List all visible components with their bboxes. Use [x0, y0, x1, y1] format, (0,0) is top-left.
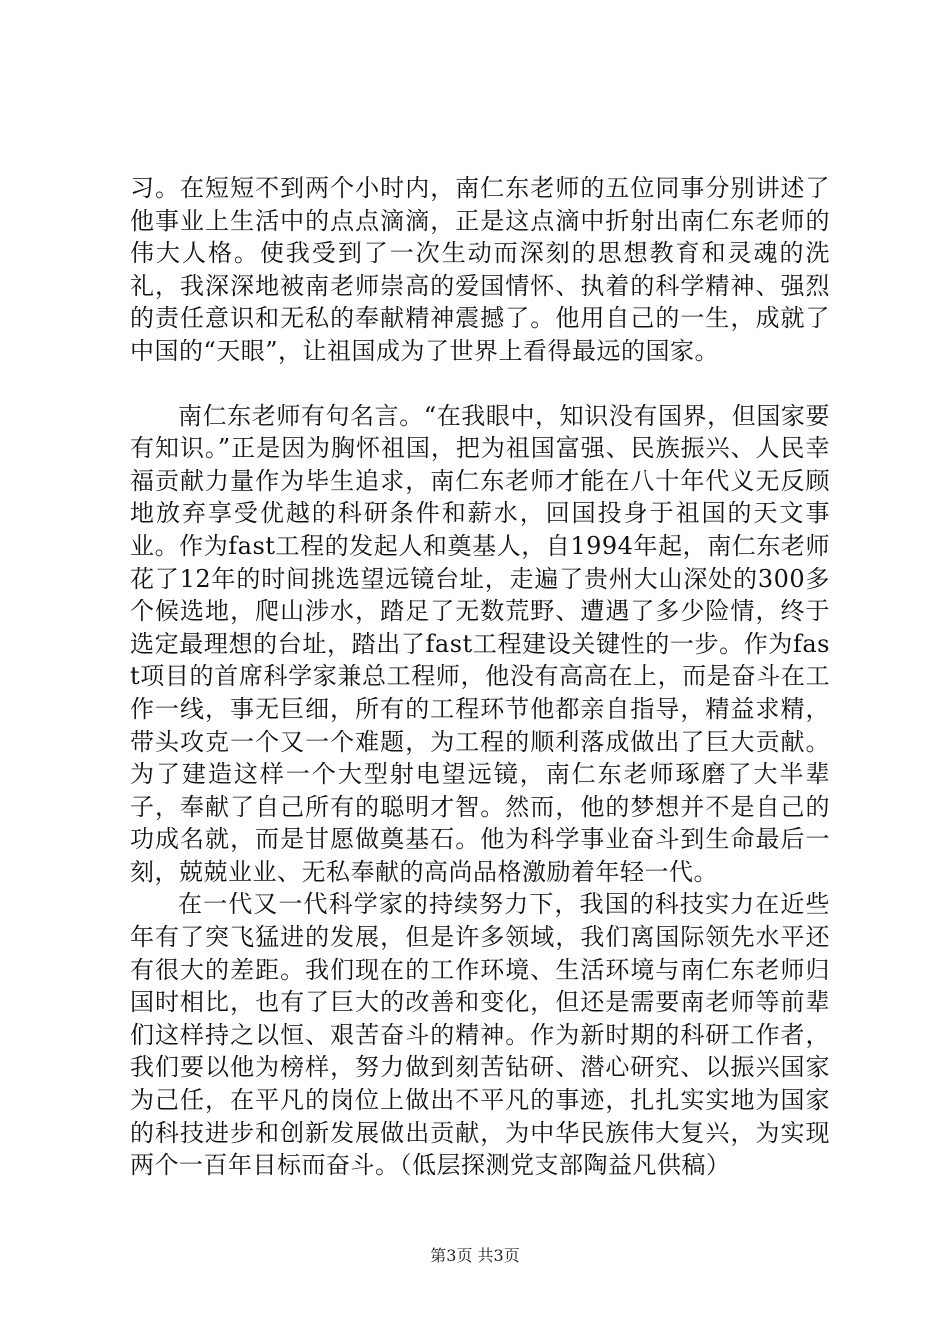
page-number-footer: 第3页 共3页: [430, 1246, 520, 1265]
document-body: [130, 172, 830, 1182]
paragraph-gap: [130, 368, 830, 400]
paragraph-nan-rendong-quote: 南仁东老师有句名言。“在我眼中，知识没有国界，但国家要有知识。”正是因为胸怀祖国，把为祖国富强、民族振兴、人民幸福贡献力量作为毕生追求，南仁东老师才能在八十年代义无反顾地放弃享受优越的科研条件和薪水，回国投身于祖国的天文事业。作为fast工程的发起人和奠基人，自1994年起，南仁东老师花了12年的时间挑选望远镜台址，走遍了贵州大山深处的300多个候选地，爬山涉水，踏足了无数荒野、遭遇了多少险情，终于选定最理想的台址，踏出了fast工程建设关键性的一步。作为fast项目的首席科学家兼总工程师，他没有高高在上，而是奋斗在工作一线，事无巨细，所有的工程环节他都亲自指导，精益求精，带头攻克一个又一个难题，为工程的顺利落成做出了巨大贡献。为了建造这样一个大型射电望远镜，南仁东老师琢磨了大半辈子，奉献了自己所有的聪明才智。然而，他的梦想并不是自己的功成名就，而是甘愿做奠基石。他为科学事业奋斗到生命最后一刻，兢兢业业、无私奉献的高尚品格激励着年轻一代。: [130, 401, 830, 886]
paragraph-continuation: 习。在短短不到两个小时内，南仁东老师的五位同事分别讲述了他事业上生活中的点点滴滴，正是这点滴中折射出南仁东老师的伟大人格。使我受到了一次生动而深刻的思想教育和灵魂的洗礼，我深深地被南老师崇高的爱国情怀、执着的科学精神、强烈的责任意识和无私的奉献精神震撼了。他用自己的一生，成就了中国的“天眼”，让祖国成为了世界上看得最远的国家。: [130, 174, 830, 365]
paragraph-conclusion: 在一代又一代科学家的持续努力下，我国的科技实力在近些年有了突飞猛进的发展，但是许多领域，我们离国际领先水平还有很大的差距。我们现在的工作环境、生活环境与南仁东老师归国时相比，也有了巨大的改善和变化，但还是需要南老师等前辈们这样持之以恒、艰苦奋斗的精神。作为新时期的科研工作者，我们要以他为榜样，努力做到刻苦钻研、潜心研究、以振兴国家为己任，在平凡的岗位上做出不平凡的事迹，扎扎实实地为国家的科技进步和创新发展做出贡献，为中华民族伟大复兴，为实现两个一百年目标而奋斗。（低层探测党支部陶益凡供稿）: [130, 890, 830, 1180]
